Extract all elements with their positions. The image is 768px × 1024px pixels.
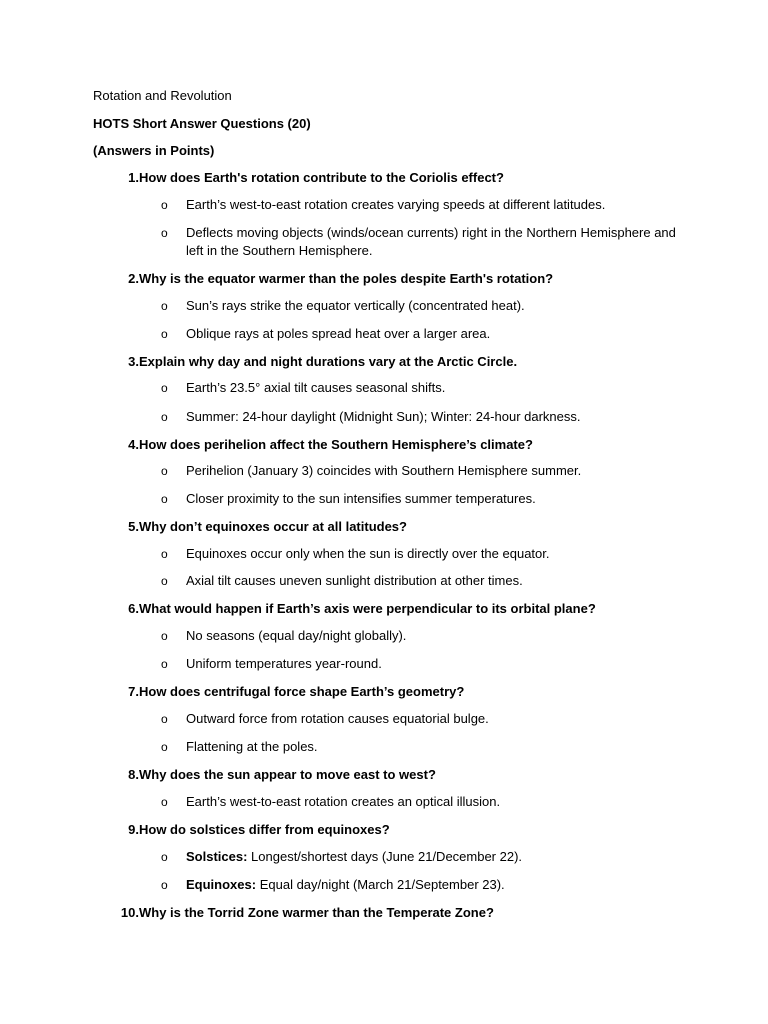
section-note: (Answers in Points): [93, 143, 215, 158]
question-text: Why don’t equinoxes occur at all latitudes?: [139, 519, 407, 534]
bullet-text: Earth’s west-to-east rotation creates an optical illusion.: [186, 794, 501, 809]
bullet-marker: o: [161, 657, 168, 671]
question-number: 3.: [128, 354, 139, 369]
bullet-text: Equinoxes occur only when the sun is directly over the equator.: [186, 546, 550, 561]
question-item: [112, 169, 732, 186]
question-item: [112, 518, 732, 535]
bullet-marker: o: [161, 712, 168, 726]
question-item: [112, 821, 732, 838]
bullet-text: Perihelion (January 3) coincides with Southern Hemisphere summer.: [186, 463, 582, 478]
bullet-marker: o: [161, 410, 168, 424]
question-text: Why is the Torrid Zone warmer than the Temperate Zone?: [139, 905, 494, 920]
bullet-marker: o: [161, 327, 168, 341]
bullet-text: Flattening at the poles.: [186, 739, 318, 754]
bullet-marker: o: [161, 492, 168, 506]
question-item: [112, 600, 732, 617]
question-text: How do solstices differ from equinoxes?: [139, 822, 390, 837]
question-number: 6.: [128, 601, 139, 616]
question-number: 2.: [128, 271, 139, 286]
question-number: 9.: [128, 822, 139, 837]
question-item: [112, 270, 732, 287]
bullet-detail: Equal day/night (March 21/September 23).: [259, 877, 505, 892]
question-item: [112, 436, 732, 453]
question-number: 8.: [128, 767, 139, 782]
bullet-detail: Longest/shortest days (June 21/December 22).: [251, 849, 523, 864]
question-item: [112, 766, 732, 783]
question-text: Why does the sun appear to move east to west?: [139, 767, 436, 782]
bullet-text: Oblique rays at poles spread heat over a larger area.: [186, 326, 491, 341]
bullet-marker: o: [161, 740, 168, 754]
bullet-label: Solstices:: [186, 849, 248, 864]
bullet-text: Earth’s west-to-east rotation creates varying speeds at different latitudes.: [186, 197, 606, 212]
bullet-text: Earth’s 23.5° axial tilt causes seasonal shifts.: [186, 380, 446, 395]
question-text: Why is the equator warmer than the poles despite Earth's rotation?: [139, 271, 554, 286]
question-item: [112, 353, 732, 370]
section-heading: HOTS Short Answer Questions (20): [93, 116, 311, 131]
question-number: 5.: [128, 519, 139, 534]
bullet-marker: o: [161, 795, 168, 809]
bullet-marker: o: [161, 629, 168, 643]
question-text: How does Earth's rotation contribute to the Coriolis effect?: [139, 170, 504, 185]
bullet-marker: o: [161, 574, 168, 588]
document-title: Rotation and Revolution: [93, 88, 232, 103]
bullet-marker: o: [161, 850, 168, 864]
bullet-text: Sun’s rays strike the equator vertically (concentrated heat).: [186, 298, 525, 313]
question-number: 4.: [128, 437, 139, 452]
bullet-text: Summer: 24-hour daylight (Midnight Sun); Winter: 24-hour darkness.: [186, 409, 581, 424]
question-text: How does centrifugal force shape Earth’s geometry?: [139, 684, 465, 699]
bullet-text: Axial tilt causes uneven sunlight distribution at other times.: [186, 573, 523, 588]
bullet-marker: o: [161, 226, 168, 240]
question-item: [112, 683, 732, 700]
bullet-marker: o: [161, 381, 168, 395]
question-text: Explain why day and night durations vary at the Arctic Circle.: [139, 354, 518, 369]
bullet-marker: o: [161, 198, 168, 212]
bullet-text: Uniform temperatures year-round.: [186, 656, 382, 671]
bullet-marker: o: [161, 464, 168, 478]
question-number: 10.: [120, 905, 139, 920]
bullet-text: Deflects moving objects (winds/ocean currents) right in the Northern Hemisphere and left in the Southern Hemisphere.: [186, 225, 676, 258]
question-number: 1.: [128, 170, 139, 185]
bullet-label: Equinoxes:: [186, 877, 257, 892]
question-item: [112, 904, 732, 921]
question-number: 7.: [128, 684, 139, 699]
bullet-text: Outward force from rotation causes equatorial bulge.: [186, 711, 489, 726]
bullet-text: Closer proximity to the sun intensifies summer temperatures.: [186, 491, 536, 506]
bullet-marker: o: [161, 299, 168, 313]
bullet-text: [186, 876, 681, 894]
bullet-marker: o: [161, 878, 168, 892]
bullet-text: [186, 848, 681, 866]
bullet-marker: o: [161, 547, 168, 561]
question-text: What would happen if Earth’s axis were perpendicular to its orbital plane?: [139, 601, 596, 616]
question-text: How does perihelion affect the Southern Hemisphere’s climate?: [139, 437, 533, 452]
bullet-text: No seasons (equal day/night globally).: [186, 628, 407, 643]
